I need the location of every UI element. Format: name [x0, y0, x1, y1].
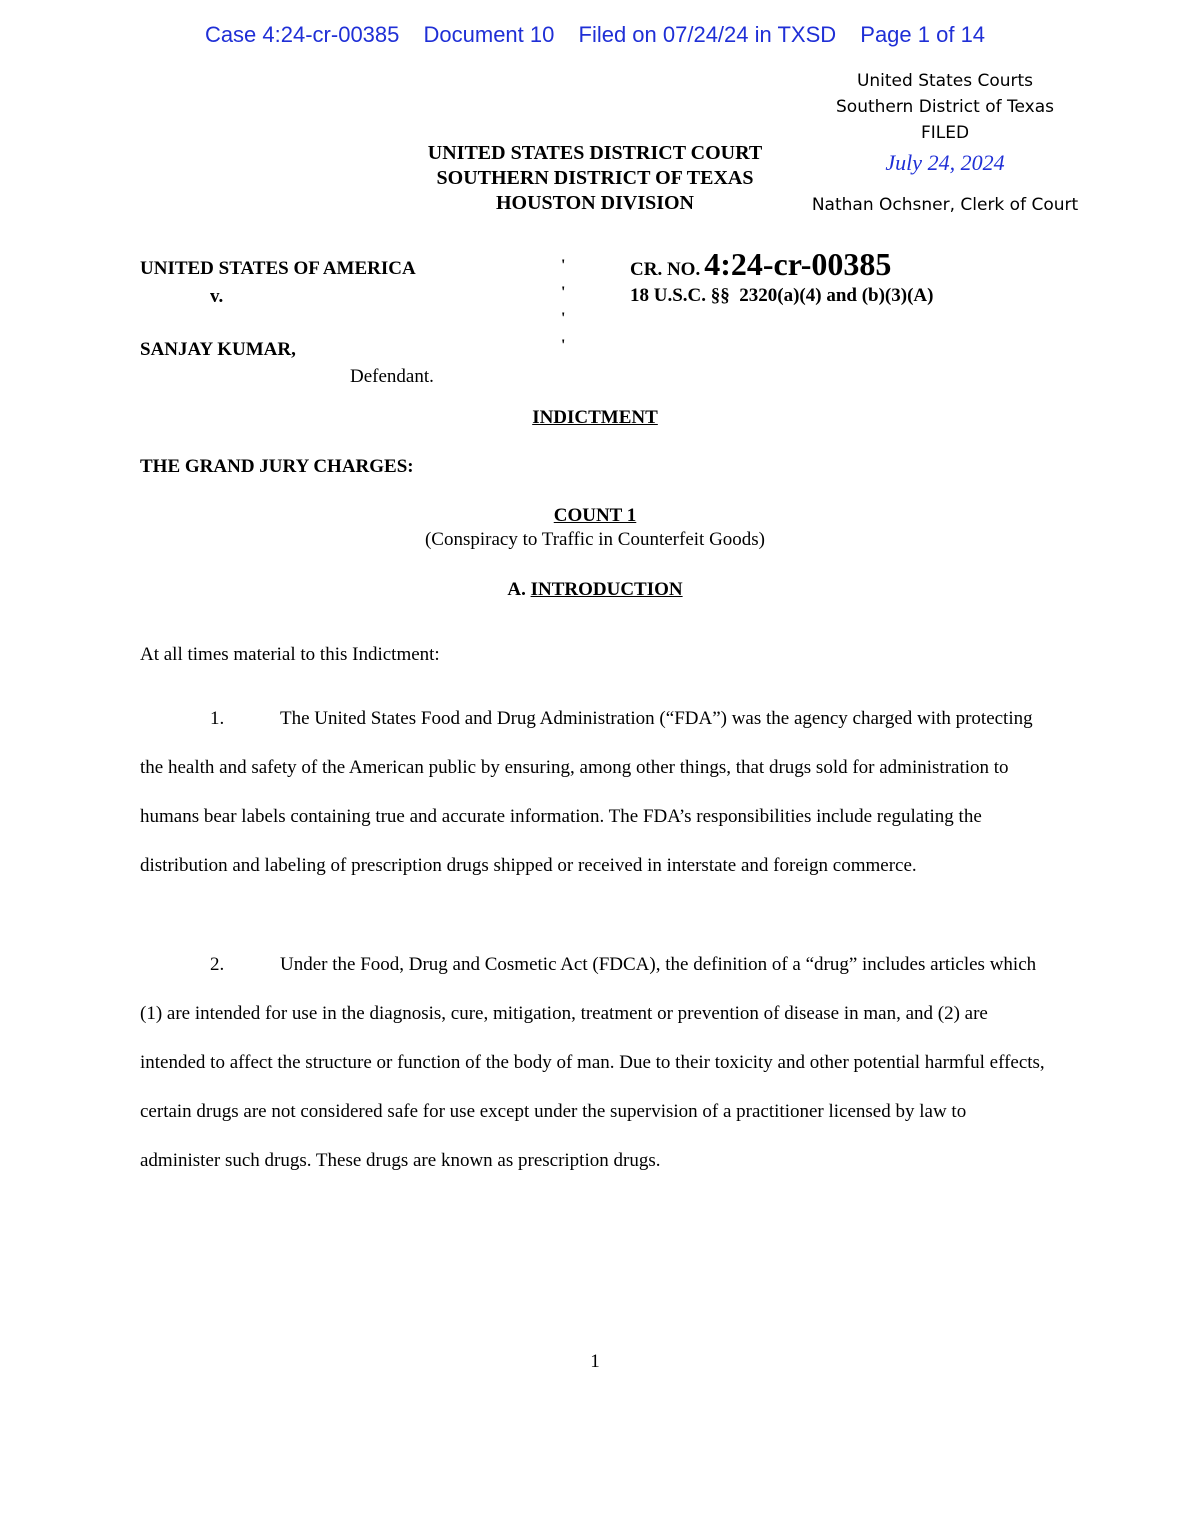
paragraph-text: Under the Food, Drug and Cosmetic Act (FDCA), the definition of a “drug” includes articles which (1) are intended for use in the diagnosis, cure, mitigation, treatment or prevention of disease in man, and (2) are intended to affect the structure or function of the body of man. Due to their toxicity and other potential harmful effects, certain drugs are not considered safe for use except under the supervision of a practitioner licensed by law to administer such drugs. These drugs are known as prescription drugs. — [140, 954, 1045, 1171]
case-number: Case 4:24-cr-00385 — [204, 22, 400, 47]
caption-separator: ' — [561, 257, 566, 274]
paragraph-1 — [140, 694, 1050, 890]
defendant-name: SANJAY KUMAR, — [140, 339, 296, 360]
caption-separator: ' — [561, 284, 566, 301]
court-heading — [380, 141, 810, 216]
plaintiff-name: UNITED STATES OF AMERICA — [140, 258, 416, 279]
intro-line: At all times material to this Indictment: — [140, 644, 440, 665]
count-subtitle: (Conspiracy to Traffic in Counterfeit Goods) — [424, 529, 766, 550]
filed-info: Filed on 07/24/24 in TXSD — [578, 22, 837, 47]
paragraph-number: 2. — [210, 954, 225, 975]
filed-stamp-line2: Southern District of Texas — [836, 97, 1054, 117]
statute-citation: 18 U.S.C. §§ 2320(a)(4) and (b)(3)(A) — [630, 285, 934, 306]
clerk-of-court: Nathan Ochsner, Clerk of Court — [811, 195, 1079, 215]
paragraph-2 — [140, 940, 1050, 1185]
caption-separator: ' — [561, 310, 566, 327]
count-title: COUNT 1 — [553, 505, 637, 526]
versus: v. — [210, 286, 224, 307]
grand-jury-charges: THE GRAND JURY CHARGES: — [140, 456, 414, 477]
paragraph-text: The United States Food and Drug Administration (“FDA”) was the agency charged with protecting the health and safety of the American public by ensuring, among other things, that drugs sold for administration to humans bear labels containing true and accurate information. The FDA’s responsibilities include regulating the distribution and labeling of prescription drugs shipped or received in interstate and foreign commerce. — [140, 708, 1033, 876]
section-prefix: A. — [507, 579, 526, 600]
cr-number: 4:24-cr-00385 — [704, 246, 892, 282]
court-line2: SOUTHERN DISTRICT OF TEXAS — [436, 167, 754, 189]
criminal-number — [630, 246, 891, 283]
cr-label: CR. NO. — [630, 259, 701, 280]
filed-stamp-line1: United States Courts — [856, 71, 1034, 91]
filed-stamp — [790, 68, 1100, 215]
defendant-role: Defendant. — [350, 366, 434, 387]
paragraph-number: 1. — [210, 708, 225, 729]
court-line1: UNITED STATES DISTRICT COURT — [427, 142, 763, 164]
section-heading — [0, 579, 1190, 601]
document-number: Document 10 — [423, 22, 555, 47]
case-header-stamp — [0, 22, 1190, 48]
caption-separator: ' — [561, 337, 566, 354]
indictment-title: INDICTMENT — [532, 407, 658, 428]
court-line3: HOUSTON DIVISION — [495, 192, 695, 214]
section-title: INTRODUCTION — [530, 579, 683, 600]
page-info: Page 1 of 14 — [860, 22, 986, 47]
filed-stamp-line3: FILED — [920, 123, 970, 143]
page-number: 1 — [590, 1351, 600, 1372]
filed-date: July 24, 2024 — [885, 150, 1005, 175]
